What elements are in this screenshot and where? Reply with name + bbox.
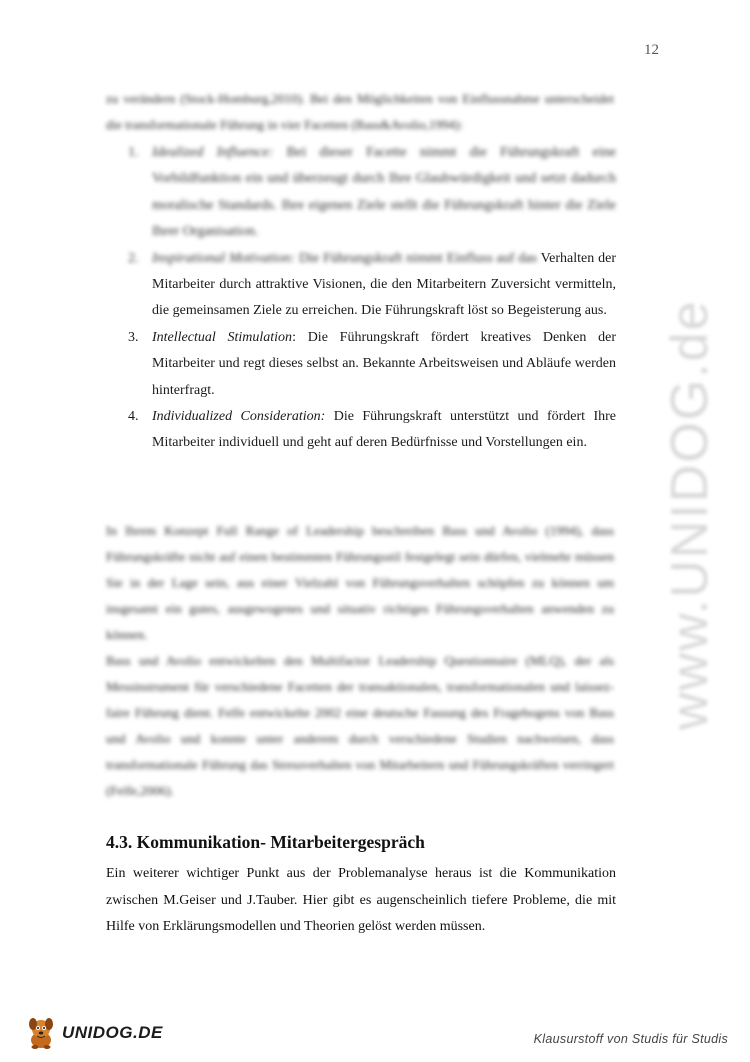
list-item xyxy=(106,325,616,404)
list-number: 2. xyxy=(128,250,139,266)
paragraph-full-range: In Ihrem Konzept Full Range of Leadership beschreiben Bass und Avolio (1994), dass Führungskräfte nicht auf einen bestimmten Führungsstil festgelegt sein dürfen, vielmehr müssen Sie in der Lage sein, aus einer Vielzahl von Führungsverhalten schöpfen zu können um insgesamt ein gutes, ausgewogenes und situativ richtiges Führungsverhalten anwenden zu können. xyxy=(106,523,614,642)
section-heading: 4.3. Kommunikation- Mitarbeitergespräch xyxy=(106,832,425,852)
list-text-blurred: Die Führungskraft nimmt Einfluss auf das xyxy=(295,250,537,266)
footer-tagline: Klausurstoff von Studis für Studis xyxy=(533,1032,728,1046)
paragraph-mlq: Bass und Avolio entwickelten den Multifactor Leadership Questionnaire (MLQ), der als Messinstrument für verschiedene Facetten der transaktionalen, transformationalen und laissez-faire Führung dient. Felfe entwickelte 2002 eine deutsche Fassung des Fragebogens von Bass und Avolio und konnte unter anderem durch verschiedene Studien nachweisen, dass transformationale Führung das Stressverhalten von Mitarbeitern und Führungskräften verringert (Felfe,2006). xyxy=(106,653,614,798)
list-text-blurred: Bei dieser Facette nimmt die Führungskraft eine Vorbildfunktion ein und überzeugt durch Ihre Glaubwürdigkeit und setzt dadurch moralische Standards. Ihre eigenen Ziele stellt die Führungskraft hinter die Ziele Ihrer Organisation. xyxy=(152,145,617,240)
list-text: : Die Führungskraft fördert kreatives Denken der Mitarbeiter und regt dieses selbst an. Bekannte Arbeitsweisen und Abläufe werden hinterfragt. xyxy=(152,329,616,398)
logo-text: UNIDOG.DE xyxy=(62,1023,163,1042)
list-number: 4. xyxy=(128,409,139,425)
list-text: Die Führungskraft unterstützt und fördert Ihre Mitarbeiter individuell und geht auf deren Bedürfnisse und Vorstellungen ein. xyxy=(152,409,616,451)
list-term: Individualized Consideration: xyxy=(152,409,326,425)
list-term: Inspirational Motivation: xyxy=(152,250,296,266)
list-number: 3. xyxy=(128,329,139,345)
unidog-logo xyxy=(24,1016,163,1050)
list-term: Idealized Influence: xyxy=(152,145,274,160)
page-number: 12 xyxy=(644,42,659,58)
facet-list xyxy=(106,140,616,457)
list-term: Intellectual Stimulation xyxy=(152,329,293,345)
watermark: www.UNIDOG.de xyxy=(661,299,719,730)
section-body: Ein weiterer wichtiger Punkt aus der Problemanalyse heraus ist die Kommunikation zwischen M.Geiser und J.Tauber. Hier gibt es augenscheinlich tiefere Probleme, die mit Hilfe von Erklärungsmodellen und Theorien gelöst werden müssen. xyxy=(106,866,616,934)
list-text: Verhalten der Mitarbeiter durch attraktive Visionen, die den Mitarbeitern Zuversicht vermitteln, die gemeinsamen Ziele zu erreichen. Die Führungskraft löst so Begeisterung aus. xyxy=(152,250,616,319)
intro-paragraph: zu verändern (Stock-Homburg,2010). Bei den Möglichkeiten von Einflussnahme unterscheidet die transformationale Führung in vier Facetten (Bass&Avolio,1994): xyxy=(106,91,614,132)
dog-mascot-icon xyxy=(24,1016,58,1050)
list-number: 1. xyxy=(128,145,139,160)
list-item xyxy=(106,246,616,325)
list-item xyxy=(106,404,616,457)
list-item xyxy=(106,140,616,246)
